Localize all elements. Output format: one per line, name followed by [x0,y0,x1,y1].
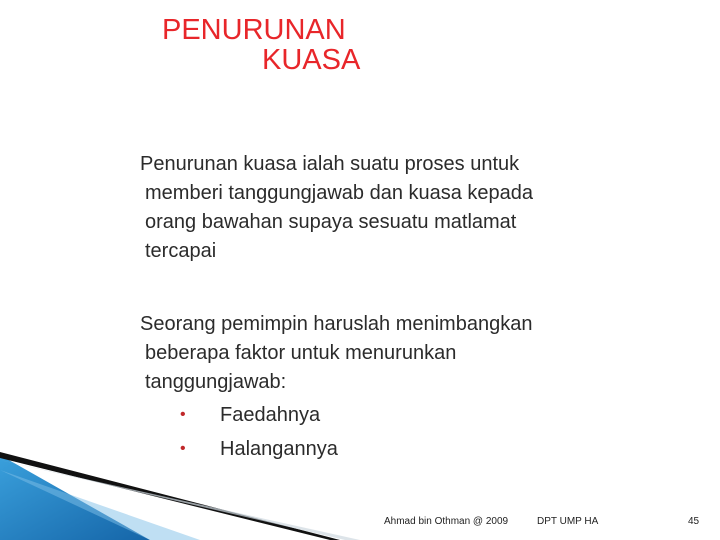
paragraph-line: orang bawahan supaya sesuatu matlamat [145,211,517,233]
bullet-icon: • [180,440,186,457]
title-line-2: KUASA [262,44,361,76]
bullet-icon: • [180,406,186,423]
paragraph-line: tercapai [145,240,217,262]
list-item [180,398,338,432]
bullet-text: Halangannya [220,437,338,460]
paragraph-line: tanggungjawab: [145,371,287,393]
slide-number: 45 [688,516,700,527]
corner-swoosh-decoration [0,437,720,540]
footer-department: DPT UMP HA [537,516,599,527]
paragraph-line: memberi tanggungjawab dan kuasa kepada [145,182,534,204]
slide-title [162,8,360,82]
paragraph-line: Penurunan kuasa ialah suatu proses untuk [140,153,520,175]
paragraph-line: Seorang pemimpin haruslah menimbangkan [140,313,533,335]
paragraph-definition [140,150,660,266]
paragraph-factors [140,310,660,397]
footer-author: Ahmad bin Othman @ 2009 [384,516,509,527]
title-line-1: PENURUNAN [162,14,346,46]
paragraph-line: beberapa faktor untuk menurunkan [145,342,457,364]
bullet-text: Faedahnya [220,403,321,426]
